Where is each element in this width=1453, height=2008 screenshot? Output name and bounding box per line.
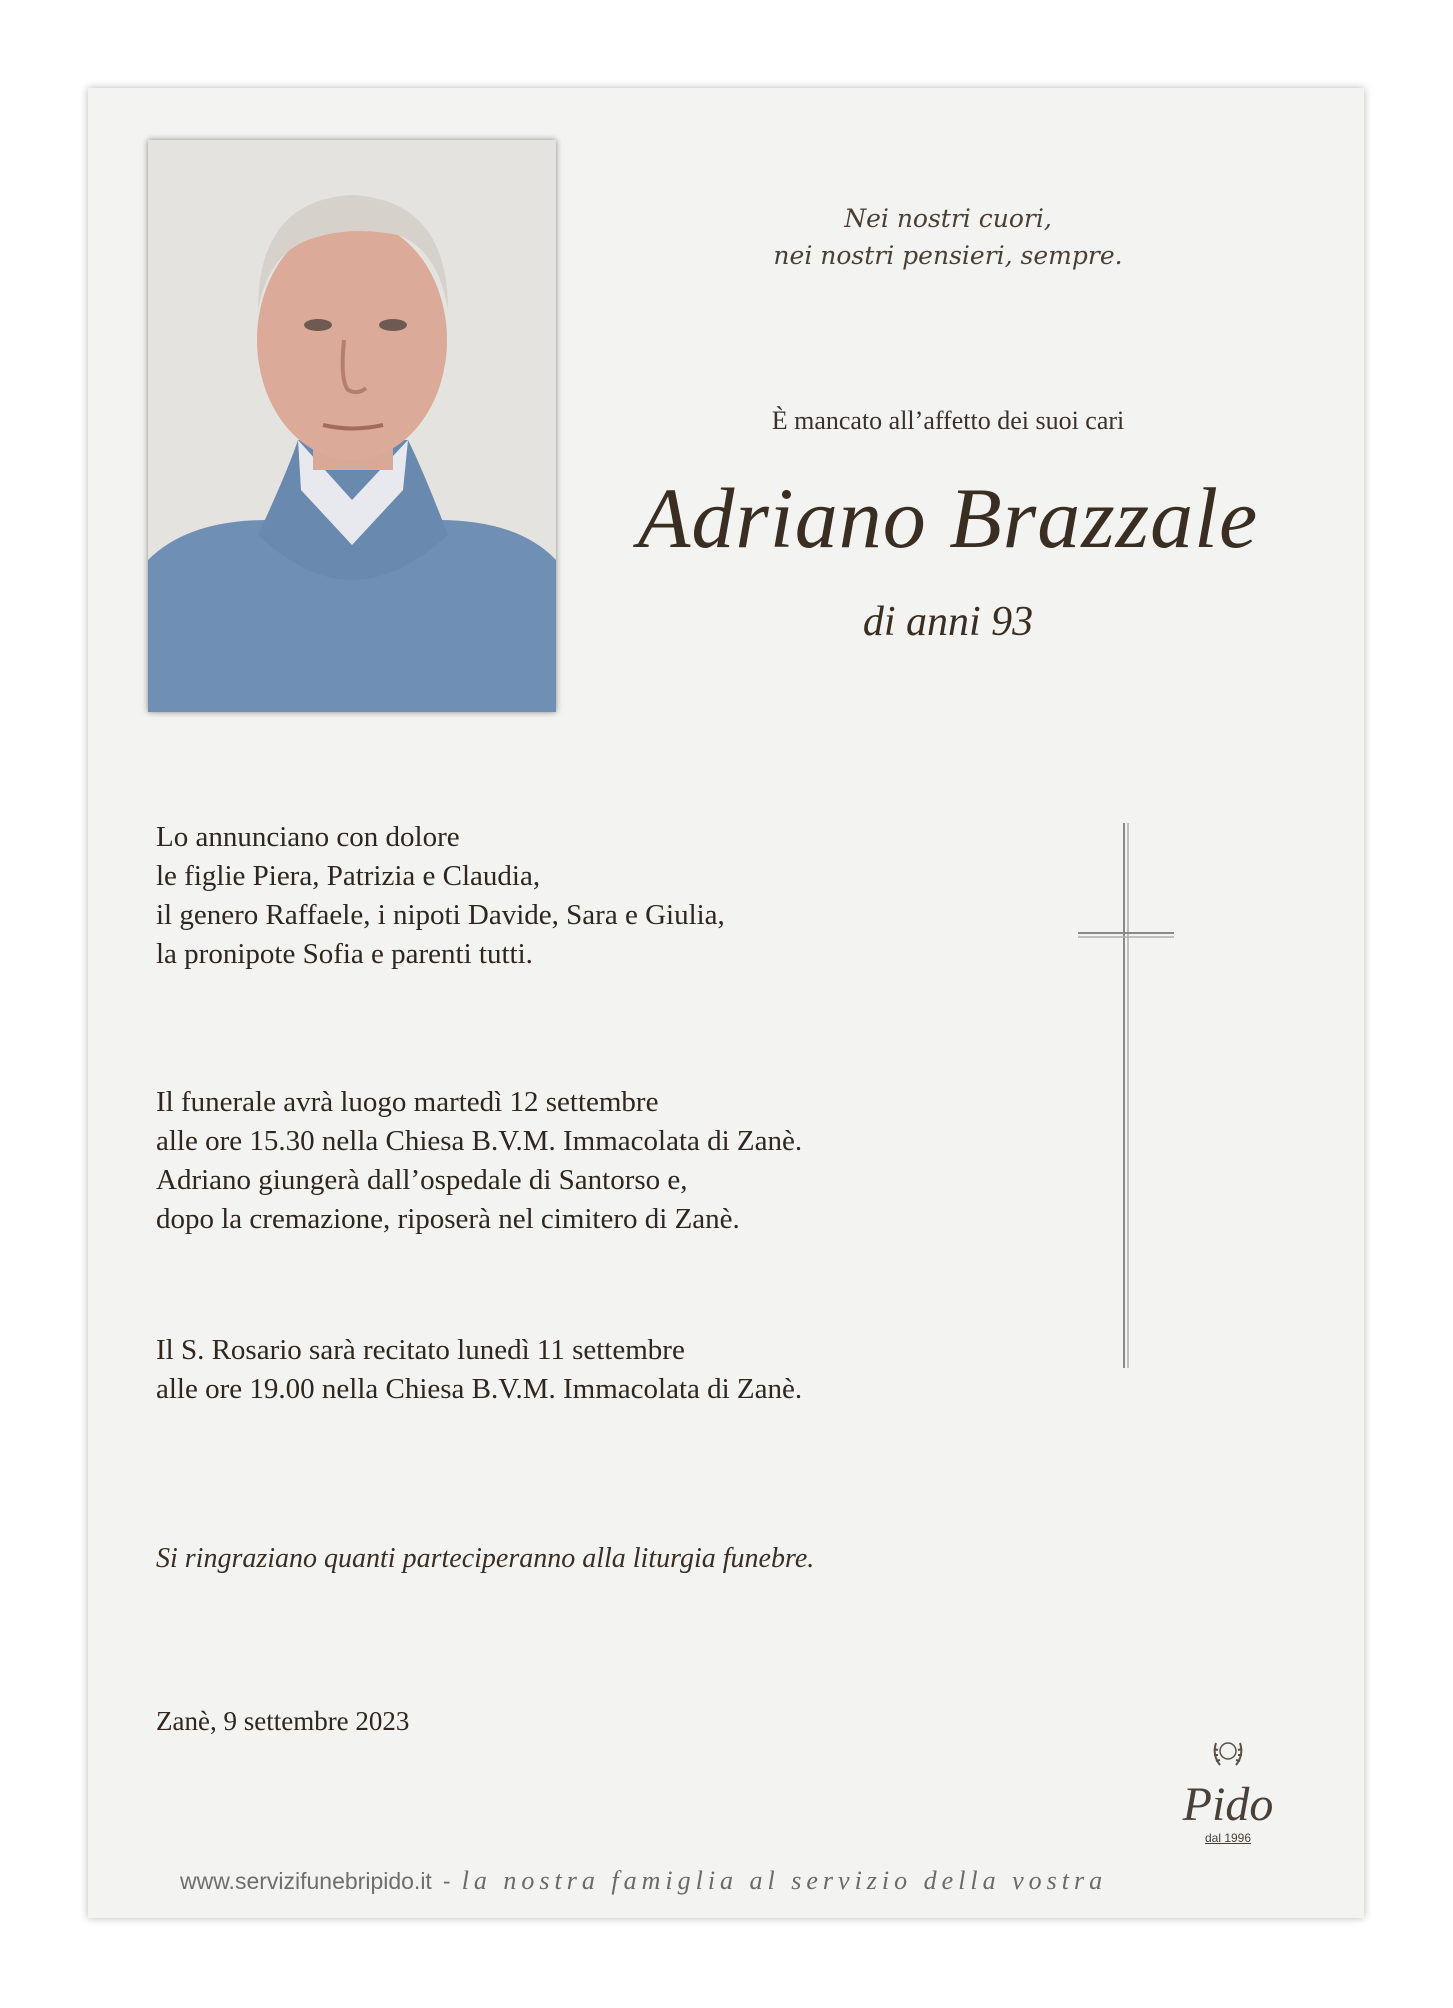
quote-line-2: nei nostri pensieri, sempre. xyxy=(773,241,1123,270)
announcement-line: il genero Raffaele, i nipoti Davide, Sara e Giulia, xyxy=(156,899,725,931)
footer xyxy=(180,1866,1107,1896)
intro-text: È mancato all’affetto dei suoi cari xyxy=(771,406,1125,435)
announcement-paragraph xyxy=(156,818,1056,974)
announcement-line: Lo annunciano con dolore xyxy=(156,821,460,853)
funeral-paragraph xyxy=(156,1083,1056,1239)
portrait-photo xyxy=(148,140,556,712)
funeral-line: Adriano giungerà dall’ospedale di Santorso e, xyxy=(156,1164,688,1196)
funeral-line: dopo la cremazione, riposerà nel cimitero di Zanè. xyxy=(156,1203,740,1235)
footer-motto: la nostra famiglia al servizio della vostra xyxy=(461,1866,1108,1895)
obituary-card xyxy=(88,88,1364,1918)
place-date: Zanè, 9 settembre 2023 xyxy=(156,1706,410,1736)
funeral-line: Il funerale avrà luogo martedì 12 settembre xyxy=(156,1086,659,1118)
logo-wordmark: Pido xyxy=(1182,1778,1274,1831)
rosary-line: alle ore 19.00 nella Chiesa B.V.M. Immacolata di Zanè. xyxy=(156,1373,803,1405)
announcement-line: la pronipote Sofia e parenti tutti. xyxy=(156,938,533,970)
website-link[interactable]: www.servizifunebripido.it xyxy=(180,1868,432,1894)
deceased-name: Adriano Brazzale xyxy=(637,470,1259,566)
rosary-paragraph xyxy=(156,1331,1056,1409)
logo-since: dal 1996 xyxy=(1204,1831,1252,1845)
funeral-home-logo xyxy=(1178,1733,1278,1845)
thanks-text: Si ringraziano quanti parteciperanno alla liturgia funebre. xyxy=(156,1543,815,1574)
deceased-age: di anni 93 xyxy=(862,599,1034,645)
footer-separator: - xyxy=(442,1868,451,1894)
cross-icon xyxy=(1078,823,1178,1387)
rosary-line: Il S. Rosario sarà recitato lunedì 11 settembre xyxy=(156,1334,685,1366)
memorial-quote xyxy=(688,200,1208,274)
funeral-line: alle ore 15.30 nella Chiesa B.V.M. Immacolata di Zanè. xyxy=(156,1125,803,1157)
announcement-line: le figlie Piera, Patrizia e Claudia, xyxy=(156,860,541,892)
laurel-wreath-icon xyxy=(1208,1733,1248,1773)
quote-line-1: Nei nostri cuori, xyxy=(844,204,1052,233)
